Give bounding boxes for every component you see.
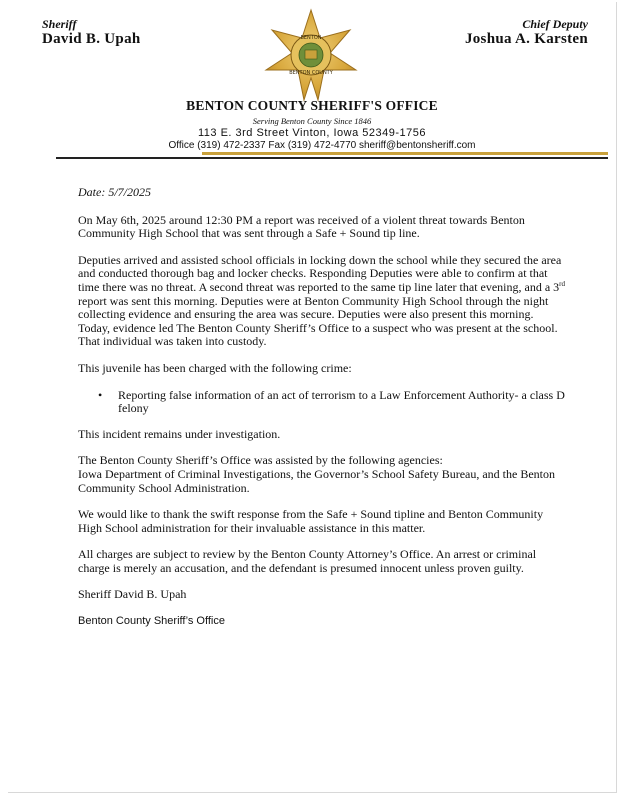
office-name: BENTON COUNTY SHERIFF'S OFFICE	[186, 98, 438, 113]
gold-divider	[202, 152, 608, 155]
sheriff-name: David B. Upah	[42, 31, 141, 47]
paragraph-charged: This juvenile has been charged with the following crime:	[78, 360, 352, 375]
signature-name: Sheriff David B. Upah	[78, 587, 187, 602]
press-release-body	[78, 186, 568, 642]
office-address: 113 E. 3rd Street Vinton, Iowa 52349-1756	[197, 127, 427, 139]
signature-office: Benton County Sheriff’s Office	[78, 615, 225, 628]
paragraph-response-part1: Deputies arrived and assisted school officials in locking down the school while they secured the area and conducted thorough bag and locker checks. Responding Deputies were able to confirm at that time there was no threat. A second threat was reported to the same tip line later that evening, and a 3	[78, 252, 562, 294]
agencies-list: Iowa Department of Criminal Investigations, the Governor’s School Safety Bureau, and the Benton Community School Administration.	[78, 466, 555, 495]
chief-deputy-title: Chief Deputy	[522, 17, 588, 31]
sheriff-header	[42, 18, 141, 48]
paragraph-response-part2: report was sent this morning. Deputies were at Benton Community High School through the night collecting evidence and ensuring the area was secure. Deputies were also present this morning. Today, evidence led The Benton County Sheriff’s Office to a suspect who was present at the school. That individual was taken into custody.	[78, 293, 558, 349]
list-item	[78, 389, 568, 416]
paragraph-agencies	[78, 454, 568, 495]
office-letterhead	[8, 98, 616, 151]
agencies-intro: The Benton County Sheriff’s Office was assisted by the following agencies:	[78, 453, 443, 468]
sheriff-badge-icon	[260, 8, 362, 104]
document-page	[8, 2, 617, 793]
dark-divider	[56, 157, 608, 159]
chief-deputy-name: Joshua A. Karsten	[464, 31, 588, 47]
sheriff-title: Sheriff	[42, 17, 77, 31]
charge-text: Reporting false information of an act of terrorism to a Law Enforcement Authority- a class D felony	[118, 387, 565, 416]
release-date: Date: 5/7/2025	[78, 185, 151, 199]
badge-text-bottom: BENTON COUNTY	[289, 70, 333, 76]
paragraph-response	[78, 254, 568, 349]
badge-text-top: BENTON	[300, 35, 322, 41]
charges-list	[78, 389, 568, 416]
chief-deputy-header	[465, 18, 588, 48]
office-tagline: Serving Benton County Since 1846	[252, 116, 372, 126]
paragraph-disclaimer: All charges are subject to review by the Benton County Attorney’s Office. An arrest or criminal charge is merely an accusation, and the defendant is presumed innocent unless proven guilty.	[78, 547, 537, 575]
ordinal-suffix: rd	[559, 279, 566, 288]
bullet-icon: •	[98, 387, 103, 402]
paragraph-thanks: We would like to thank the swift response from the Safe + Sound tipline and Benton Community High School administration for their invaluable assistance in this matter.	[78, 507, 544, 535]
paragraph-report: On May 6th, 2025 around 12:30 PM a report was received of a violent threat towards Benton Community High School that was sent through a Safe + Sound tip line.	[78, 212, 525, 241]
office-contact: Office (319) 472-2337 Fax (319) 472-4770 sheriff@bentonsheriff.com	[168, 140, 476, 151]
paragraph-investigation: This incident remains under investigation.	[78, 426, 281, 441]
